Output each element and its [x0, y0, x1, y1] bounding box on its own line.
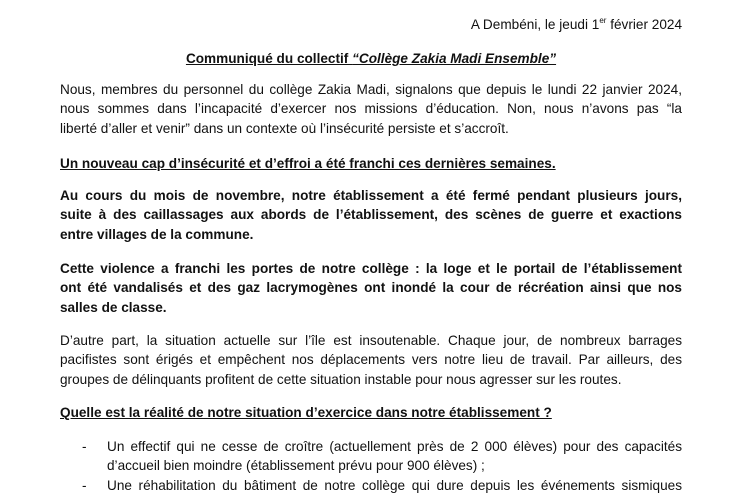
list-bullet: -	[82, 439, 87, 454]
title-collective-name: “Collège Zakia Madi Ensemble”	[352, 51, 557, 66]
heading-insecurity-text: Un nouveau cap d’insécurité et d’effroi a été franchi ces dernières semaines.	[60, 156, 556, 171]
dateline-month-year: février 2024	[606, 17, 682, 32]
heading-insecurity	[60, 154, 682, 173]
violence-paragraph	[60, 259, 682, 317]
november-line: Au cours du mois de novembre, notre établissement a été fermé pendant plusieurs jours,	[60, 188, 682, 203]
title-prefix: Communiqué du collectif	[185, 51, 353, 66]
violence-line: Cette violence a franchi les portes de notre collège : la loge et le portail de l’établissement	[60, 261, 682, 276]
violence-line: salles de classe.	[60, 299, 167, 315]
situation-line: groupes de délinquants profitent de cette situation instable pour nous agresser sur les routes.	[60, 371, 622, 387]
dateline	[471, 16, 682, 32]
november-line: entre villages de la commune.	[60, 226, 254, 242]
list-item	[82, 437, 682, 476]
conditions-list	[82, 437, 682, 495]
heading-reality-text: Quelle est la réalité de notre situation d’exercice dans notre établissement ?	[60, 405, 552, 420]
heading-reality	[60, 403, 682, 422]
document-title	[60, 51, 682, 66]
intro-line: Nous, membres du personnel du collège Zakia Madi, signalons que depuis le lundi 22 janvier 2024,	[60, 82, 682, 97]
intro-line: nous sommes dans l’incapacité d’exercer nos missions d’éducation. Non, nous n’avons pas “la	[60, 101, 682, 117]
dateline-text: A Dembéni, le jeudi 1	[470, 17, 600, 32]
situation-paragraph	[60, 331, 682, 389]
november-line: suite à des caillassages aux abords de l’établissement, des scènes de guerre et exactions	[60, 207, 682, 223]
november-paragraph	[60, 186, 682, 244]
violence-line: ont été vandalisés et des gaz lacrymogènes ont inondé la cour de récréation ainsi que nos	[60, 280, 682, 296]
dateline-superscript: er	[599, 16, 607, 25]
list-bullet: -	[82, 477, 87, 493]
list-item-line: d’accueil bien moindre (établissement prévu pour 900 élèves) ;	[107, 458, 485, 474]
situation-line: pacifistes sont érigés et empêchent nos déplacements vers notre lieu de travail. Par ailleurs, des	[60, 352, 682, 368]
list-item	[82, 476, 682, 495]
intro-paragraph	[60, 80, 682, 138]
intro-line: liberté d’aller et venir” dans un contexte où l’insécurité persiste et s’accroît.	[60, 120, 509, 136]
list-item-line: Une réhabilitation du bâtiment de notre collège qui dure depuis les événements sismiques	[107, 477, 682, 493]
situation-line: D’autre part, la situation actuelle sur l’île est insoutenable. Chaque jour, de nombreux barrages	[60, 333, 682, 348]
list-item-line: Un effectif qui ne cesse de croître (actuellement près de 2 000 élèves) pour des capacités	[107, 439, 682, 454]
